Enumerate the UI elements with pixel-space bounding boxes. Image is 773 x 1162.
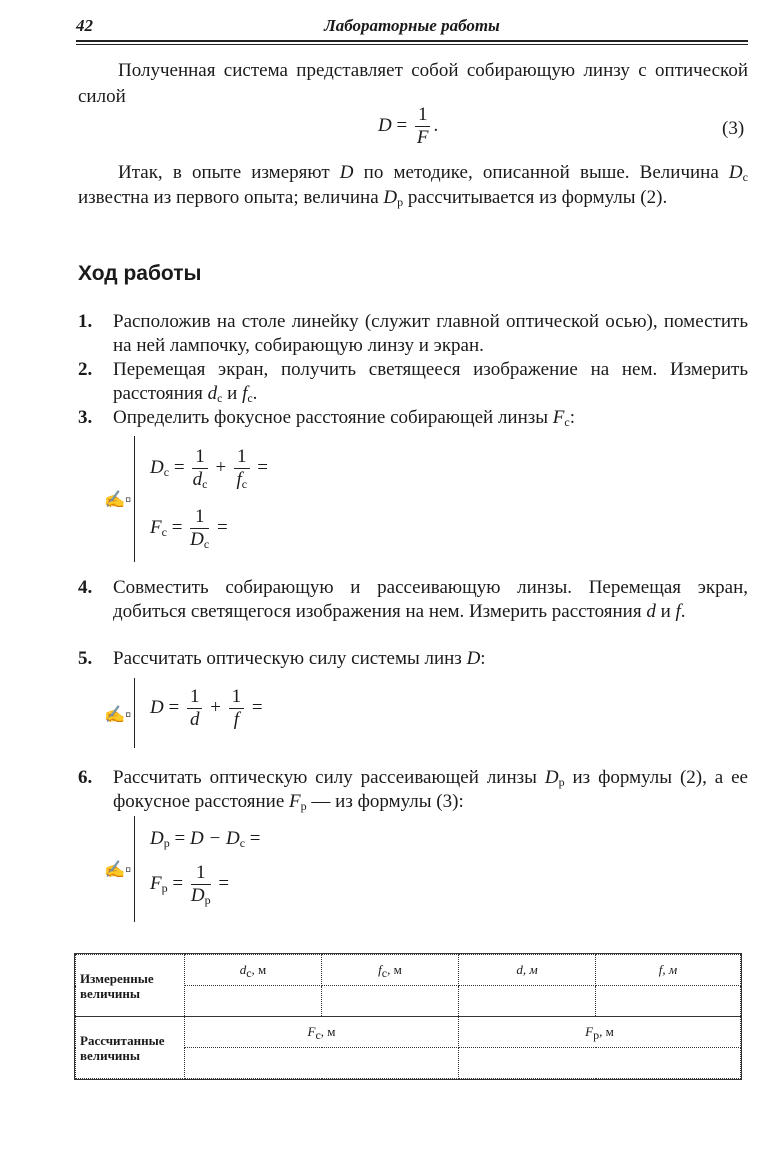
formula-d: D = $\frac{1}{d}$ + $\frac{1}{f}$ = xyxy=(150,686,263,730)
method-paragraph: Итак, в опыте измеряют D по методике, описанной выше. Величина $D_с$ известна из первого опыта; величина $D_р$ рассчитывается из формулы (2). xyxy=(78,162,748,209)
col-Fp: $F_р$, м xyxy=(459,1017,741,1048)
measured-label: Измеренные величины xyxy=(76,955,185,1017)
step-6: 6. Рассчитать оптическую силу рассеивающей линзы $D_р$ из формулы (2), а ее фокусное расстояние $F_р$ — из формулы (3): xyxy=(78,767,748,813)
cell-dc-value[interactable] xyxy=(185,986,322,1017)
cell-f-value[interactable] xyxy=(596,986,741,1017)
results-grid xyxy=(75,954,741,1079)
col-Fc: $F_с$, м xyxy=(185,1017,459,1048)
pencil-icon-2: ✍▫ xyxy=(104,705,132,724)
page-header xyxy=(76,14,748,42)
col-dc: $d_с$, м xyxy=(185,955,322,986)
cell-fc-value[interactable] xyxy=(322,986,459,1017)
col-f: f, м xyxy=(596,955,741,986)
pencil-icon-3: ✍▫ xyxy=(104,860,132,879)
formula-dc: $D_с$ = $\frac{1}{d_с}$ + $\frac{1}{f_с}$ = xyxy=(150,446,268,491)
formula-fp: $F_р$ = $\frac{1}{D_р}$ = xyxy=(150,862,230,907)
section-heading: Ход работы xyxy=(78,262,202,285)
step-3: 3. Определить фокусное расстояние собирающей линзы $F_с$: xyxy=(78,407,576,429)
header-rule xyxy=(76,40,748,42)
intro-paragraph: Полученная система представляет собой собирающую линзу с оптической силой xyxy=(78,60,748,107)
step-5: 5. Рассчитать оптическую силу системы линз D: xyxy=(78,648,486,669)
page-number: 42 xyxy=(76,16,93,35)
header-rule-thin xyxy=(76,44,748,45)
cell-Fc-value[interactable] xyxy=(185,1048,459,1079)
step-4: 4. Совместить собирающую и рассеивающую линзы. Перемещая экран, добиться светящегося изображения на нем. Измерить расстояния d и f. xyxy=(78,577,748,622)
formula-bar-2 xyxy=(134,678,135,748)
formula-3: D = $\frac{1}{F}$ . xyxy=(378,104,439,148)
results-table xyxy=(74,953,742,1080)
cell-Fp-value[interactable] xyxy=(459,1048,741,1079)
cell-d-value[interactable] xyxy=(459,986,596,1017)
formula-bar-3 xyxy=(134,816,135,922)
computed-label: Рассчитанные величины xyxy=(76,1017,185,1079)
running-title: Лабораторные работы xyxy=(324,16,500,35)
step-1: 1. Расположив на столе линейку (служит главной оптической осью), поместить на ней лампочку, собирающую линзу и экран. xyxy=(78,311,748,356)
formula-bar-1 xyxy=(134,436,135,562)
formula-dp: $D_р = D - D_с$ = xyxy=(150,828,261,850)
col-d: d, м xyxy=(459,955,596,986)
col-fc: $f_с$, м xyxy=(322,955,459,986)
formula-fc: $F_с$ = $\frac{1}{D_с}$ = xyxy=(150,506,228,551)
step-2: 2. Перемещая экран, получить светящееся изображение на нем. Измерить расстояния $d_с$ и $f_с$. xyxy=(78,359,748,405)
pencil-icon: ✍▫ xyxy=(104,490,132,509)
equation-label: (3) xyxy=(722,118,745,139)
